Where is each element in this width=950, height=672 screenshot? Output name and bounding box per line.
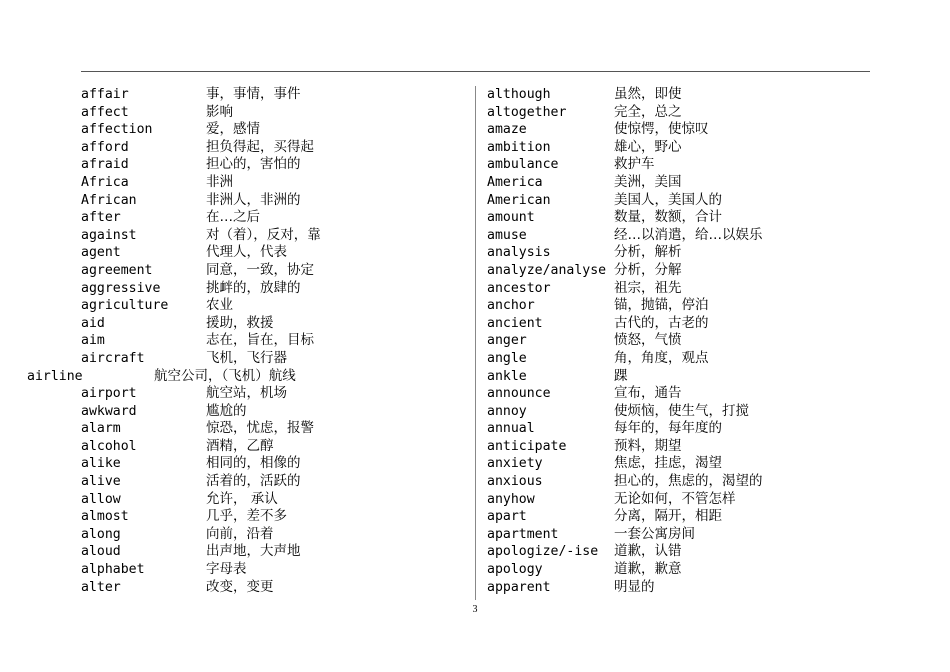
entry-word: agreement [81, 262, 153, 278]
entry-word: anxious [487, 474, 543, 490]
entry-meaning: 志在，旨在，目标 [206, 332, 314, 349]
entry-meaning: 宣布，通告 [614, 385, 682, 402]
entry-word: Africa [81, 174, 129, 190]
vocabulary-entry [487, 368, 877, 386]
vocabulary-entry [487, 403, 877, 421]
vocabulary-entry [487, 385, 877, 403]
entry-meaning: 雄心，野心 [614, 138, 682, 155]
entry-word: American [487, 192, 551, 208]
vocabulary-entry [487, 315, 877, 333]
vocabulary-entry [487, 455, 877, 473]
entry-meaning: 几乎，差不多 [206, 508, 287, 525]
vocabulary-entry [487, 192, 877, 210]
vocabulary-entry [487, 244, 877, 262]
vocabulary-entry [81, 297, 466, 315]
vocabulary-entry [81, 420, 466, 438]
entry-meaning: 救护车 [614, 156, 655, 173]
entry-word: afraid [81, 157, 129, 173]
entry-word: almost [81, 509, 129, 525]
entry-meaning: 道歉，认错 [614, 543, 682, 560]
entry-word: amuse [487, 227, 527, 243]
vocabulary-entry [81, 543, 466, 561]
entry-word: analyze/analyse [487, 262, 607, 278]
entry-word: anxiety [487, 456, 543, 472]
entry-meaning: 飞机，飞行器 [206, 349, 287, 366]
vocabulary-entry [487, 543, 877, 561]
vocabulary-entry [81, 104, 466, 122]
entry-meaning: 分离，隔开，相距 [614, 508, 722, 525]
entry-word: alive [81, 474, 121, 490]
entry-meaning: 援助，救援 [206, 314, 274, 331]
entry-word: alcohol [81, 438, 137, 454]
entry-meaning: 预料，期望 [614, 437, 682, 454]
entry-meaning: 同意，一致，协定 [206, 261, 314, 278]
entry-word: amaze [487, 122, 527, 138]
entry-meaning: 非洲 [206, 173, 233, 190]
entry-word: after [81, 210, 121, 226]
entry-word: analysis [487, 245, 551, 261]
entry-word: amount [487, 210, 535, 226]
vocabulary-entry [81, 86, 466, 104]
entry-word: alarm [81, 421, 121, 437]
entry-word: America [487, 174, 543, 190]
page-number: 3 [472, 604, 478, 615]
entry-meaning: 字母表 [206, 561, 247, 578]
vocabulary-entry [81, 227, 466, 245]
entry-meaning: 允许， 承认 [206, 490, 278, 507]
entry-word: aim [81, 333, 105, 349]
entry-word: anyhow [487, 491, 535, 507]
vocabulary-entry [81, 332, 466, 350]
entry-word: anticipate [487, 438, 567, 454]
entry-word: apparent [487, 579, 551, 595]
vocabulary-entry [487, 262, 877, 280]
entry-word: anger [487, 333, 527, 349]
entry-word: altogether [487, 104, 567, 120]
entry-meaning: 事，事情，事件 [206, 86, 301, 102]
entry-word: aircraft [81, 350, 145, 366]
vocabulary-entry [487, 491, 877, 509]
entry-word: although [487, 87, 551, 102]
entry-meaning: 出声地，大声地 [206, 543, 301, 560]
vocabulary-entry [81, 526, 466, 544]
entry-meaning: 农业 [206, 297, 233, 314]
entry-meaning: 分析，分解 [614, 261, 682, 278]
vocabulary-entry [81, 350, 466, 368]
vocabulary-entry [81, 579, 466, 597]
vocabulary-entry [81, 174, 466, 192]
entry-meaning: 美国人，美国人的 [614, 191, 722, 208]
entry-word: annoy [487, 403, 527, 419]
entry-meaning: 惊恐，忧虑，报警 [206, 420, 314, 437]
column-divider [475, 86, 476, 600]
entry-meaning: 爱，感情 [206, 121, 260, 138]
top-rule [81, 71, 870, 72]
vocabulary-entry [81, 192, 466, 210]
entry-meaning: 担心的，焦虑的，渴望的 [614, 473, 763, 490]
entry-word: airline [27, 368, 83, 384]
entry-meaning: 尴尬的 [206, 402, 247, 419]
vocabulary-entry [487, 297, 877, 315]
entry-word: aggressive [81, 280, 161, 296]
entry-meaning: 改变，变更 [206, 578, 274, 595]
entry-word: awkward [81, 403, 137, 419]
left-vocabulary-column [27, 86, 466, 596]
entry-meaning: 向前，沿着 [206, 525, 274, 542]
entry-meaning: 锚，抛锚，停泊 [614, 297, 709, 314]
vocabulary-entry [487, 104, 877, 122]
entry-meaning: 担负得起，买得起 [206, 138, 314, 155]
vocabulary-entry [487, 438, 877, 456]
entry-word: agent [81, 245, 121, 261]
entry-meaning: 代理人，代表 [206, 244, 287, 261]
entry-meaning: 每年的，每年度的 [614, 420, 722, 437]
entry-meaning: 非洲人，非洲的 [206, 191, 301, 208]
entry-word: apologize/-ise [487, 544, 599, 560]
entry-meaning: 完全，总之 [614, 103, 682, 120]
entry-meaning: 经…以消遣，给…以娱乐 [614, 226, 763, 243]
vocabulary-entry [487, 526, 877, 544]
entry-word: angle [487, 350, 527, 366]
entry-word: aid [81, 315, 105, 331]
entry-meaning: 挑衅的，放肆的 [206, 279, 301, 296]
entry-meaning: 道歉，歉意 [614, 561, 682, 578]
entry-meaning: 在…之后 [206, 209, 260, 226]
vocabulary-entry [81, 508, 466, 526]
vocabulary-entry [487, 420, 877, 438]
entry-word: along [81, 526, 121, 542]
entry-meaning: 酒精，乙醇 [206, 437, 274, 454]
vocabulary-entry [487, 561, 877, 579]
entry-word: apartment [487, 526, 559, 542]
entry-word: allow [81, 491, 121, 507]
entry-word: announce [487, 386, 551, 402]
entry-word: affair [81, 87, 129, 102]
entry-meaning: 角，角度，观点 [614, 349, 709, 366]
vocabulary-entry [81, 561, 466, 579]
entry-meaning: 对（着），反对，靠 [206, 226, 321, 243]
entry-word: alter [81, 579, 121, 595]
entry-word: agriculture [81, 298, 169, 314]
vocabulary-entry [487, 139, 877, 157]
vocabulary-entry [81, 262, 466, 280]
entry-meaning: 使惊愕，使惊叹 [614, 121, 709, 138]
entry-word: anchor [487, 298, 535, 314]
entry-word: ankle [487, 368, 527, 384]
vocabulary-entry [81, 455, 466, 473]
vocabulary-entry [487, 473, 877, 491]
vocabulary-entry [487, 86, 877, 104]
vocabulary-entry [487, 156, 877, 174]
entry-word: ambulance [487, 157, 559, 173]
vocabulary-entry [487, 280, 877, 298]
vocabulary-entry [27, 368, 466, 386]
entry-word: apart [487, 509, 527, 525]
vocabulary-entry [81, 244, 466, 262]
vocabulary-entry [487, 174, 877, 192]
entry-meaning: 美洲，美国 [614, 173, 682, 190]
entry-meaning: 影响 [206, 103, 233, 120]
entry-word: airport [81, 386, 137, 402]
vocabulary-entry [81, 385, 466, 403]
entry-word: affection [81, 122, 153, 138]
vocabulary-entry [81, 491, 466, 509]
entry-meaning: 愤怒，气愤 [614, 332, 682, 349]
entry-meaning: 航空公司，（飞机）航线 [154, 367, 296, 384]
entry-meaning: 分析，解析 [614, 244, 682, 261]
vocabulary-entry [487, 508, 877, 526]
vocabulary-entry [81, 156, 466, 174]
entry-word: ancestor [487, 280, 551, 296]
vocabulary-entry [81, 438, 466, 456]
entry-word: ancient [487, 315, 543, 331]
entry-word: alphabet [81, 562, 145, 578]
entry-word: African [81, 192, 137, 208]
vocabulary-entry [487, 209, 877, 227]
vocabulary-entry [81, 315, 466, 333]
entry-meaning: 虽然，即使 [614, 86, 682, 102]
entry-meaning: 焦虑，挂虑，渴望 [614, 455, 722, 472]
entry-meaning: 数量，数额，合计 [614, 209, 722, 226]
entry-meaning: 相同的，相像的 [206, 455, 301, 472]
entry-meaning: 航空站，机场 [206, 385, 287, 402]
entry-meaning: 古代的，古老的 [614, 314, 709, 331]
vocabulary-entry [81, 121, 466, 139]
right-vocabulary-column [487, 86, 877, 596]
entry-word: afford [81, 139, 129, 155]
entry-meaning: 祖宗，祖先 [614, 279, 682, 296]
vocabulary-entry [81, 280, 466, 298]
vocabulary-entry [81, 209, 466, 227]
entry-word: ambition [487, 139, 551, 155]
vocabulary-entry [487, 350, 877, 368]
entry-word: apology [487, 562, 543, 578]
vocabulary-entry [487, 332, 877, 350]
vocabulary-entry [81, 403, 466, 421]
entry-meaning: 活着的，活跃的 [206, 473, 301, 490]
entry-word: aloud [81, 544, 121, 560]
vocabulary-entry [487, 121, 877, 139]
vocabulary-entry [487, 579, 877, 597]
vocabulary-entry [487, 227, 877, 245]
entry-meaning: 使烦恼，使生气，打搅 [614, 402, 749, 419]
entry-meaning: 踝 [614, 367, 628, 384]
entry-meaning: 担心的，害怕的 [206, 156, 301, 173]
entry-word: alike [81, 456, 121, 472]
vocabulary-entry [81, 139, 466, 157]
entry-meaning: 一套公寓房间 [614, 525, 695, 542]
entry-word: annual [487, 421, 535, 437]
entry-word: affect [81, 104, 129, 120]
entry-meaning: 明显的 [614, 578, 655, 595]
vocabulary-entry [81, 473, 466, 491]
entry-meaning: 无论如何，不管怎样 [614, 490, 736, 507]
entry-word: against [81, 227, 137, 243]
